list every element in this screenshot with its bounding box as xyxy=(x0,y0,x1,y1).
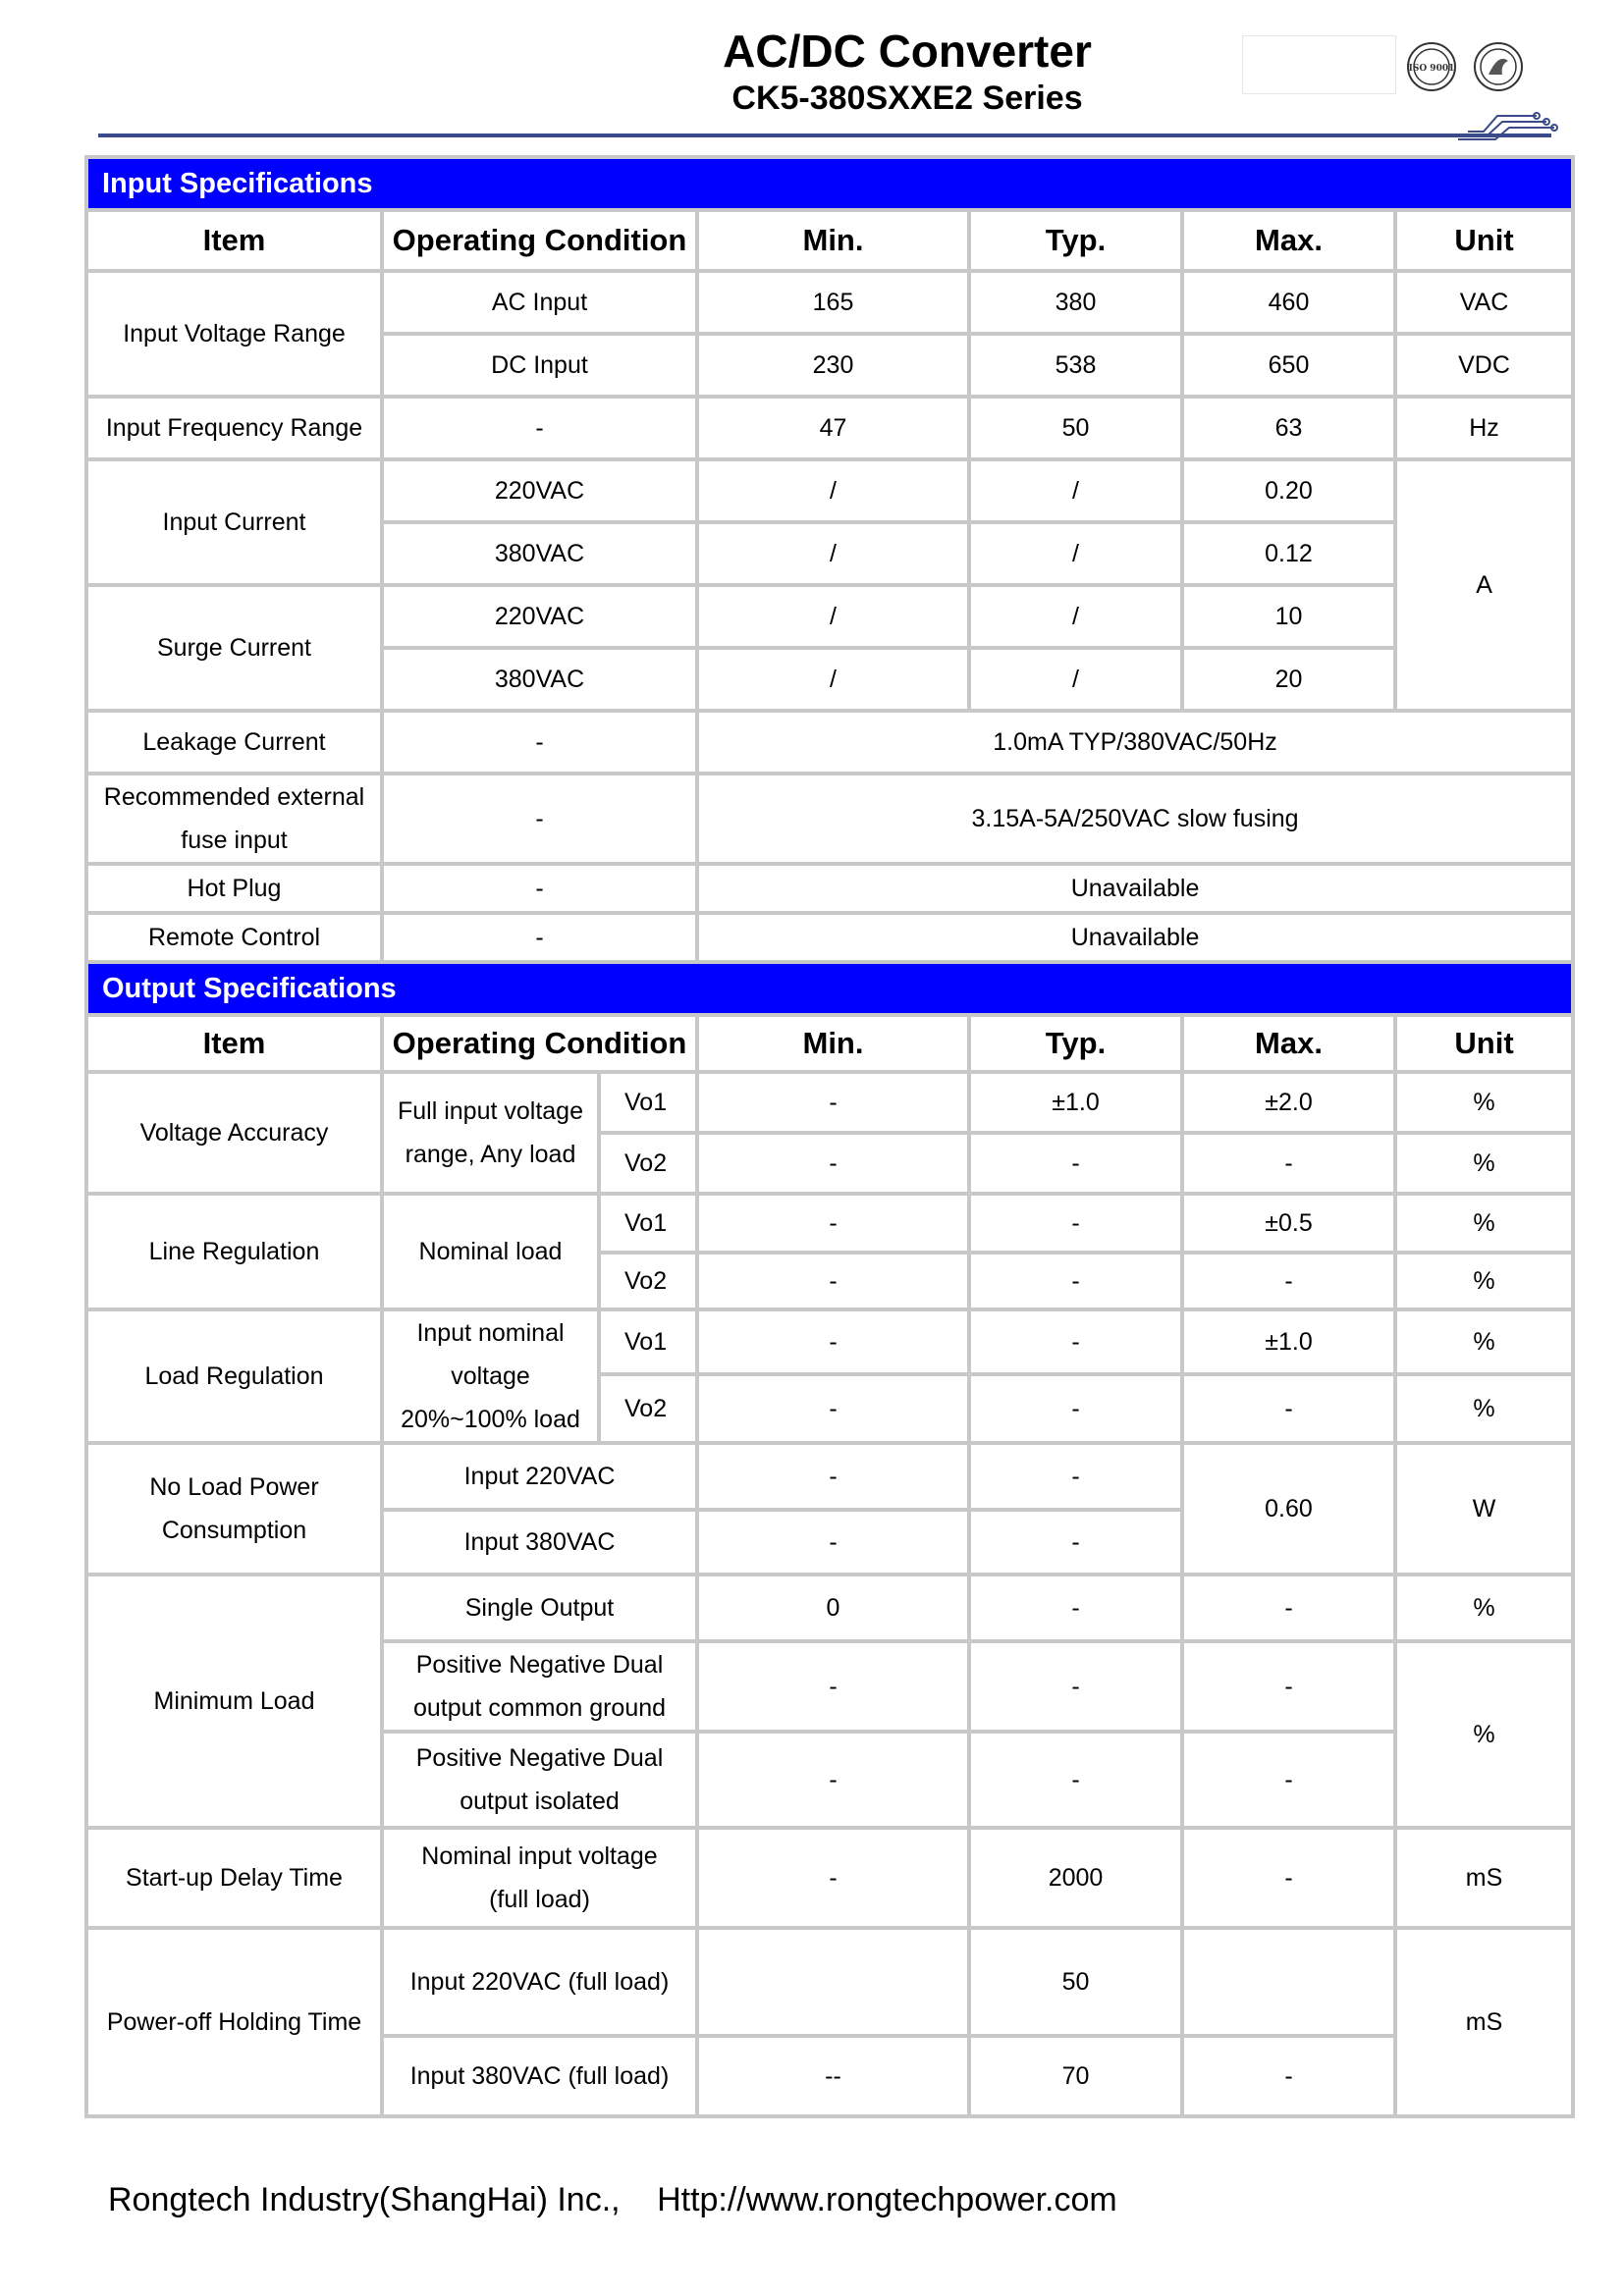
header-blank-box xyxy=(1242,35,1396,94)
cell-condition xyxy=(382,1828,697,1928)
item-line-regulation: Line Regulation xyxy=(86,1194,382,1309)
table-row xyxy=(86,271,1573,334)
cell-typ: - xyxy=(969,1194,1182,1253)
cell-unit: % xyxy=(1395,1309,1573,1374)
cell-max: 460 xyxy=(1182,271,1395,334)
cell-min: 165 xyxy=(697,271,969,334)
item-input-voltage-range: Input Voltage Range xyxy=(86,271,382,397)
cell-condition: DC Input xyxy=(382,334,697,397)
col-header-operating-condition: Operating Condition xyxy=(382,1015,697,1072)
col-header-operating-condition: Operating Condition xyxy=(382,210,697,271)
table-row xyxy=(86,585,1573,648)
col-header-max: Max. xyxy=(1182,210,1395,271)
cell-typ: 538 xyxy=(969,334,1182,397)
item-no-load-power xyxy=(86,1443,382,1575)
footer-url-link[interactable]: Http://www.rongtechpower.com xyxy=(657,2181,1117,2218)
cell-typ: - xyxy=(969,1133,1182,1194)
cell-value: Unavailable xyxy=(697,913,1573,962)
cell-unit: % xyxy=(1395,1194,1573,1253)
table-row xyxy=(86,711,1573,774)
table-row xyxy=(86,913,1573,962)
cell-max: - xyxy=(1182,1641,1395,1732)
cell-max: 63 xyxy=(1182,397,1395,459)
cell-condition xyxy=(382,1732,697,1828)
condition-line: voltage xyxy=(451,1362,530,1390)
cell-typ: 380 xyxy=(969,271,1182,334)
item-input-frequency-range: Input Frequency Range xyxy=(86,397,382,459)
cell-max: - xyxy=(1182,1732,1395,1828)
cell-condition: - xyxy=(382,774,697,864)
col-header-typ: Typ. xyxy=(969,1015,1182,1072)
cell-condition: Input 380VAC (full load) xyxy=(382,2036,697,2116)
cell-unit: % xyxy=(1395,1374,1573,1443)
table-row xyxy=(86,1072,1573,1133)
cell-unit: % xyxy=(1395,1072,1573,1133)
circuit-trace-icon xyxy=(1448,110,1561,141)
cell-value: Unavailable xyxy=(697,864,1573,913)
cell-typ: - xyxy=(969,1732,1182,1828)
cell-value: 1.0mA TYP/380VAC/50Hz xyxy=(697,711,1573,774)
cell-condition: 380VAC xyxy=(382,648,697,711)
cell-min: - xyxy=(697,1309,969,1374)
col-header-min: Min. xyxy=(697,1015,969,1072)
cell-typ: - xyxy=(969,1374,1182,1443)
item-surge-current: Surge Current xyxy=(86,585,382,711)
cell-typ: ±1.0 xyxy=(969,1072,1182,1133)
cell-condition xyxy=(382,1072,599,1194)
table-row xyxy=(86,774,1573,864)
condition-line: 20%~100% load xyxy=(401,1406,580,1433)
cell-max: 650 xyxy=(1182,334,1395,397)
cell-max: 20 xyxy=(1182,648,1395,711)
item-line: fuse input xyxy=(181,827,288,854)
item-recommended-fuse xyxy=(86,774,382,864)
cell-max: - xyxy=(1182,1253,1395,1309)
col-header-item: Item xyxy=(86,210,382,271)
cell-value: 3.15A-5A/250VAC slow fusing xyxy=(697,774,1573,864)
cell-min: 230 xyxy=(697,334,969,397)
item-remote-control: Remote Control xyxy=(86,913,382,962)
condition-line: Nominal input voltage xyxy=(421,1842,658,1870)
cell-max: ±2.0 xyxy=(1182,1072,1395,1133)
cell-typ: 50 xyxy=(969,1928,1182,2036)
cell-typ: - xyxy=(969,1510,1182,1575)
item-line: Consumption xyxy=(161,1517,307,1544)
cell-condition: Input 380VAC xyxy=(382,1510,697,1575)
cell-condition: 220VAC xyxy=(382,585,697,648)
cell-min: / xyxy=(697,585,969,648)
cell-typ: 50 xyxy=(969,397,1182,459)
cell-condition: 380VAC xyxy=(382,522,697,585)
condition-line: range, Any load xyxy=(405,1141,576,1168)
cell-typ: / xyxy=(969,459,1182,522)
cell-typ: / xyxy=(969,522,1182,585)
condition-line: Positive Negative Dual xyxy=(415,1651,664,1679)
document-subtitle: CK5-380SXXE2 Series xyxy=(731,80,1083,117)
item-power-off-holding: Power-off Holding Time xyxy=(86,1928,382,2116)
cell-typ: 2000 xyxy=(969,1828,1182,1928)
cell-typ: - xyxy=(969,1309,1182,1374)
cell-vo: Vo1 xyxy=(599,1309,697,1374)
table-row xyxy=(86,1443,1573,1510)
cell-max xyxy=(1182,1928,1395,2036)
col-header-min: Min. xyxy=(697,210,969,271)
cell-typ: 70 xyxy=(969,2036,1182,2116)
condition-line: Input nominal xyxy=(416,1319,565,1347)
cell-typ: / xyxy=(969,585,1182,648)
item-load-regulation: Load Regulation xyxy=(86,1309,382,1443)
cell-unit: Hz xyxy=(1395,397,1573,459)
cell-vo: Vo1 xyxy=(599,1194,697,1253)
cell-max: - xyxy=(1182,1575,1395,1641)
col-header-unit: Unit xyxy=(1395,1015,1573,1072)
cell-min: 47 xyxy=(697,397,969,459)
cell-condition: - xyxy=(382,397,697,459)
cell-min: / xyxy=(697,648,969,711)
cell-unit: VDC xyxy=(1395,334,1573,397)
document-title: AC/DC Converter xyxy=(723,26,1092,77)
item-voltage-accuracy: Voltage Accuracy xyxy=(86,1072,382,1194)
item-startup-delay: Start-up Delay Time xyxy=(86,1828,382,1928)
item-hot-plug: Hot Plug xyxy=(86,864,382,913)
page-footer xyxy=(108,2181,1145,2219)
cell-condition: Nominal load xyxy=(382,1194,599,1309)
cell-max: - xyxy=(1182,2036,1395,2116)
table-row xyxy=(86,1928,1573,2036)
cell-condition: - xyxy=(382,913,697,962)
cell-max: - xyxy=(1182,1828,1395,1928)
cell-condition: Input 220VAC (full load) xyxy=(382,1928,697,2036)
cell-min: - xyxy=(697,1253,969,1309)
cell-min: - xyxy=(697,1443,969,1510)
condition-line: Full input voltage xyxy=(397,1097,583,1125)
item-input-current: Input Current xyxy=(86,459,382,585)
cell-unit: % xyxy=(1395,1641,1573,1828)
cell-min: - xyxy=(697,1374,969,1443)
table-row xyxy=(86,1828,1573,1928)
col-header-typ: Typ. xyxy=(969,210,1182,271)
table-row xyxy=(86,1575,1573,1641)
cell-typ: / xyxy=(969,648,1182,711)
table-row xyxy=(86,1309,1573,1374)
cell-max: 0.60 xyxy=(1182,1443,1395,1575)
cell-min: -- xyxy=(697,2036,969,2116)
cell-min xyxy=(697,1928,969,2036)
cell-min: - xyxy=(697,1732,969,1828)
col-header-unit: Unit xyxy=(1395,210,1573,271)
cell-max: ±0.5 xyxy=(1182,1194,1395,1253)
cell-min: - xyxy=(697,1072,969,1133)
cell-unit: mS xyxy=(1395,1928,1573,2116)
output-specifications-header: Output Specifications xyxy=(86,962,1573,1015)
cell-condition: Input 220VAC xyxy=(382,1443,697,1510)
cell-min: / xyxy=(697,522,969,585)
footer-company: Rongtech Industry(ShangHai) Inc., xyxy=(108,2181,621,2218)
cell-typ: - xyxy=(969,1575,1182,1641)
cell-typ: - xyxy=(969,1253,1182,1309)
cell-condition xyxy=(382,1309,599,1443)
condition-line: Positive Negative Dual xyxy=(415,1744,664,1772)
specifications-table xyxy=(84,155,1575,2118)
cell-vo: Vo2 xyxy=(599,1253,697,1309)
cell-unit: VAC xyxy=(1395,271,1573,334)
cell-unit: % xyxy=(1395,1253,1573,1309)
cell-condition: 220VAC xyxy=(382,459,697,522)
table-row xyxy=(86,864,1573,913)
cell-unit: % xyxy=(1395,1575,1573,1641)
cell-typ: - xyxy=(969,1641,1182,1732)
table-row xyxy=(86,397,1573,459)
cell-unit: mS xyxy=(1395,1828,1573,1928)
col-header-max: Max. xyxy=(1182,1015,1395,1072)
cell-min: - xyxy=(697,1510,969,1575)
cell-max: - xyxy=(1182,1374,1395,1443)
cell-unit-current: A xyxy=(1395,459,1573,711)
cell-condition: - xyxy=(382,864,697,913)
cell-min: - xyxy=(697,1194,969,1253)
cell-vo: Vo2 xyxy=(599,1133,697,1194)
item-minimum-load: Minimum Load xyxy=(86,1575,382,1828)
condition-line: (full load) xyxy=(489,1886,590,1913)
cell-vo: Vo1 xyxy=(599,1072,697,1133)
table-row xyxy=(86,459,1573,522)
item-line: No Load Power xyxy=(149,1473,319,1501)
condition-line: output isolated xyxy=(460,1788,620,1815)
cell-condition xyxy=(382,1641,697,1732)
cell-max: ±1.0 xyxy=(1182,1309,1395,1374)
cell-condition: - xyxy=(382,711,697,774)
cell-min: - xyxy=(697,1133,969,1194)
cell-max: 0.12 xyxy=(1182,522,1395,585)
condition-line: output common ground xyxy=(412,1694,667,1722)
cell-max: - xyxy=(1182,1133,1395,1194)
cell-max: 10 xyxy=(1182,585,1395,648)
cell-min: - xyxy=(697,1828,969,1928)
col-header-item: Item xyxy=(86,1015,382,1072)
header-rule xyxy=(98,133,1551,137)
cell-condition: Single Output xyxy=(382,1575,697,1641)
cell-min: / xyxy=(697,459,969,522)
certification-seal-logo xyxy=(1473,41,1524,92)
iso-certification-logo xyxy=(1406,41,1457,92)
cell-unit: % xyxy=(1395,1133,1573,1194)
item-leakage-current: Leakage Current xyxy=(86,711,382,774)
iso-logo-text: ISO 9001 xyxy=(1408,64,1455,74)
cell-vo: Vo2 xyxy=(599,1374,697,1443)
table-row xyxy=(86,1194,1573,1253)
cell-typ: - xyxy=(969,1443,1182,1510)
cell-min: - xyxy=(697,1641,969,1732)
item-line: Recommended external xyxy=(103,783,365,811)
cell-max: 0.20 xyxy=(1182,459,1395,522)
cell-unit: W xyxy=(1395,1443,1573,1575)
cell-min: 0 xyxy=(697,1575,969,1641)
cell-condition: AC Input xyxy=(382,271,697,334)
input-specifications-header: Input Specifications xyxy=(86,157,1573,210)
